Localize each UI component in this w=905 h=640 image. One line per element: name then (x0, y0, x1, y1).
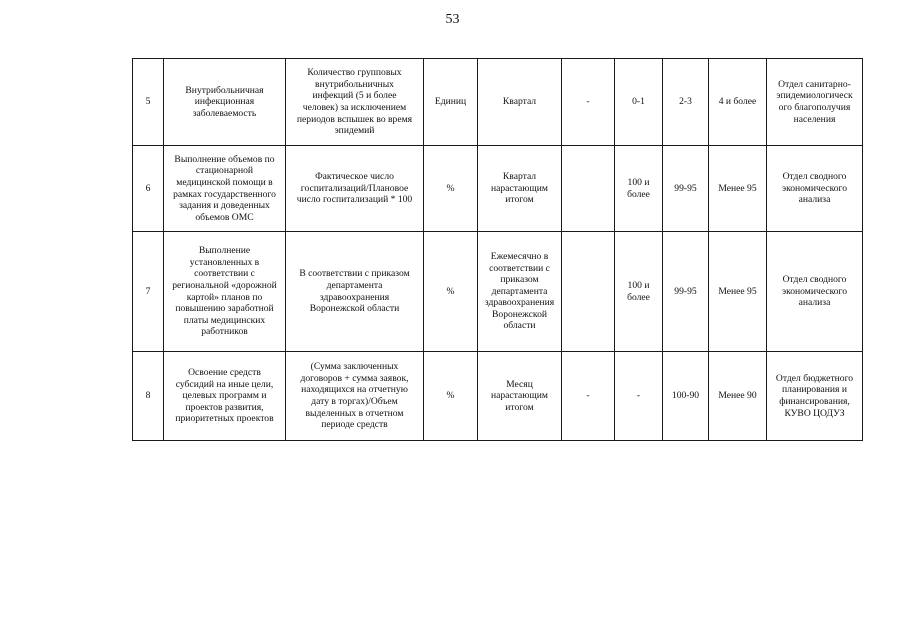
indicator-name: Выполнение установленных в соответствии с региональной «дорожной картой» планов по повышению заработной платы медицинских работников (164, 232, 286, 352)
value-col-2: 100 и более (615, 232, 663, 352)
table-row (133, 352, 863, 441)
row-number: 6 (133, 146, 164, 232)
value-col-1 (562, 232, 615, 352)
calculation-formula: В соответствии с приказом департамента здравоохранения Воронежской области (286, 232, 424, 352)
reporting-period: Квартал (478, 59, 562, 146)
value-col-4: Менее 95 (709, 232, 767, 352)
value-col-4: Менее 95 (709, 146, 767, 232)
value-col-1: - (562, 59, 615, 146)
unit-of-measure: % (424, 232, 478, 352)
indicator-name: Освоение средств субсидий на иные цели, целевых программ и проектов развития, приоритетных проектов (164, 352, 286, 441)
value-col-3: 100-90 (663, 352, 709, 441)
calculation-formula: (Сумма заключенных договоров + сумма заявок, находящихся на отчетную дату в торгах)/Объем выделенных в отчетном периоде средств (286, 352, 424, 441)
table-row (133, 59, 863, 146)
row-number: 5 (133, 59, 164, 146)
unit-of-measure: % (424, 352, 478, 441)
indicator-name: Внутрибольничная инфекционная заболеваемость (164, 59, 286, 146)
reporting-period: Ежемесячно в соответствии с приказом департамента здравоохранения Воронежской области (478, 232, 562, 352)
table-row (133, 232, 863, 352)
value-col-2: - (615, 352, 663, 441)
value-col-1 (562, 146, 615, 232)
value-col-4: Менее 90 (709, 352, 767, 441)
unit-of-measure: % (424, 146, 478, 232)
row-number: 8 (133, 352, 164, 441)
value-col-2: 0-1 (615, 59, 663, 146)
unit-of-measure: Единиц (424, 59, 478, 146)
table-row (133, 146, 863, 232)
calculation-formula: Фактическое число госпитализаций/Плановое число госпитализаций * 100 (286, 146, 424, 232)
responsible-department: Отдел санитарно- эпидемиологическ ого благополучия населения (767, 59, 863, 146)
indicator-name: Выполнение объемов по стационарной медицинской помощи в рамках государственного задания и доведенных объемов ОМС (164, 146, 286, 232)
value-col-4: 4 и более (709, 59, 767, 146)
calculation-formula: Количество групповых внутрибольничных инфекций (5 и более человек) за исключением периодов вспышек во время эпидемий (286, 59, 424, 146)
value-col-3: 99-95 (663, 146, 709, 232)
value-col-3: 99-95 (663, 232, 709, 352)
value-col-2: 100 и более (615, 146, 663, 232)
value-col-1: - (562, 352, 615, 441)
responsible-department: Отдел сводного экономического анализа (767, 232, 863, 352)
responsible-department: Отдел сводного экономического анализа (767, 146, 863, 232)
indicators-table (132, 58, 863, 441)
reporting-period: Квартал нарастающим итогом (478, 146, 562, 232)
page-number: 53 (445, 12, 460, 27)
responsible-department: Отдел бюджетного планирования и финансирования, КУВО ЦОДУЗ (767, 352, 863, 441)
value-col-3: 2-3 (663, 59, 709, 146)
reporting-period: Месяц нарастающим итогом (478, 352, 562, 441)
row-number: 7 (133, 232, 164, 352)
